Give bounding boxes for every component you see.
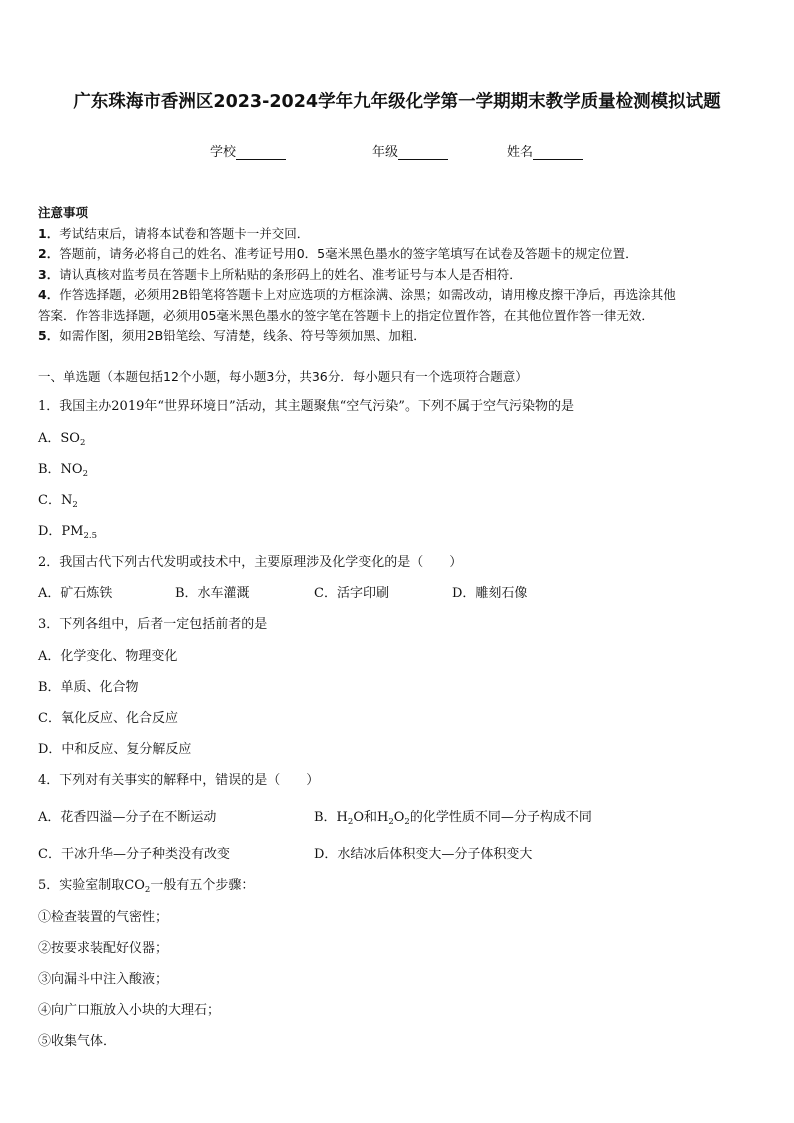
q4-option-a[interactable]: A．花香四溢—分子在不断运动 bbox=[38, 810, 217, 825]
grade-label: 年级 bbox=[372, 145, 399, 160]
q3-option-c[interactable]: C．氧化反应、化合反应 bbox=[38, 711, 178, 726]
q4-option-b[interactable]: B．$H_2O$和$H_2O_2$的化学性质不同—分子构成不同 bbox=[314, 810, 592, 827]
school-blank[interactable] bbox=[236, 147, 286, 160]
q4-option-c[interactable]: C．干冰升华—分子种类没有改变 bbox=[38, 847, 230, 862]
grade-field[interactable] bbox=[372, 141, 448, 160]
note-item: 3．请认真核对监考员在答题卡上所粘贴的条形码上的姓名、准考证号与本人是否相符． bbox=[38, 266, 522, 282]
q1-option-c[interactable]: C．$N_2$ bbox=[38, 493, 78, 510]
q1-option-d[interactable]: D．$PM_{2.5}$ bbox=[38, 524, 98, 541]
q4-option-d[interactable]: D．水结冰后体积变大—分子体积变大 bbox=[314, 847, 533, 862]
notes-heading: 注意事项 bbox=[38, 205, 89, 220]
q5-step: ②按要求装配好仪器； bbox=[38, 941, 169, 956]
q2-option-d[interactable]: D．雕刻石像 bbox=[452, 586, 528, 601]
notes-block bbox=[38, 203, 760, 347]
note-item: 4．作答选择题，必须用2B铅笔将答题卡上对应选项的方框涂满、涂黑；如需改动，请用橡皮擦干净后，再选涂其他 bbox=[38, 287, 676, 302]
q5-step: ④向广口瓶放入小块的大理石； bbox=[38, 1003, 221, 1018]
school-label: 学校 bbox=[210, 145, 237, 160]
section-heading: 一、单选题（本题包括12个小题，每小题3分，共36分．每小题只有一个选项符合题意） bbox=[38, 369, 528, 384]
q2-option-b[interactable]: B．水车灌溉 bbox=[175, 586, 250, 601]
note-item: 答案．作答非选择题，必须用05毫米黑色墨水的签字笔在答题卡上的指定位置作答，在其他位置作答一律无效． bbox=[38, 307, 654, 323]
q1-option-b[interactable]: B．$NO_2$ bbox=[38, 462, 89, 479]
q5-step: ①检查装置的气密性； bbox=[38, 910, 169, 925]
question-2-stem: 2．我国古代下列古代发明或技术中，主要原理涉及化学变化的是（ ） bbox=[38, 555, 463, 570]
q1-option-a[interactable]: A．$SO_2$ bbox=[38, 431, 86, 448]
q5-step: ⑤收集气体． bbox=[38, 1034, 117, 1049]
name-blank[interactable] bbox=[533, 147, 583, 160]
question-1-stem: 1．我国主办2019年“世界环境日”活动，其主题聚焦“空气污染”。下列不属于空气污染物的是 bbox=[38, 399, 574, 414]
grade-blank[interactable] bbox=[398, 147, 448, 160]
q3-option-a[interactable]: A．化学变化、物理变化 bbox=[38, 649, 178, 664]
q2-option-a[interactable]: A．矿石炼铁 bbox=[38, 586, 113, 601]
note-item: 1．考试结束后，请将本试卷和答题卡一并交回． bbox=[38, 225, 310, 241]
note-item: 2．答题前，请务必将自己的姓名、准考证号用0．5毫米黑色墨水的签字笔填写在试卷及答题卡的规定位置． bbox=[38, 246, 638, 261]
note-item: 5．如需作图，须用2B铅笔绘、写清楚，线条、符号等须加黑、加粗． bbox=[38, 328, 426, 343]
q2-option-c[interactable]: C．活字印刷 bbox=[314, 586, 389, 601]
question-5-stem: 5．实验室制取$CO_2$一般有五个步骤： bbox=[38, 878, 255, 895]
q3-option-d[interactable]: D．中和反应、复分解反应 bbox=[38, 742, 192, 757]
name-field[interactable] bbox=[507, 141, 583, 160]
q3-option-b[interactable]: B．单质、化合物 bbox=[38, 680, 139, 695]
question-3-stem: 3．下列各组中，后者一定包括前者的是 bbox=[38, 617, 268, 632]
q5-step: ③向漏斗中注入酸液； bbox=[38, 972, 169, 987]
school-field[interactable] bbox=[210, 141, 286, 160]
page-title: 广东珠海市香洲区2023-2024学年九年级化学第一学期期末教学质量检测模拟试题 bbox=[73, 92, 721, 112]
name-label: 姓名 bbox=[507, 145, 534, 160]
question-4-stem: 4．下列对有关事实的解释中，错误的是（ ） bbox=[38, 773, 320, 788]
